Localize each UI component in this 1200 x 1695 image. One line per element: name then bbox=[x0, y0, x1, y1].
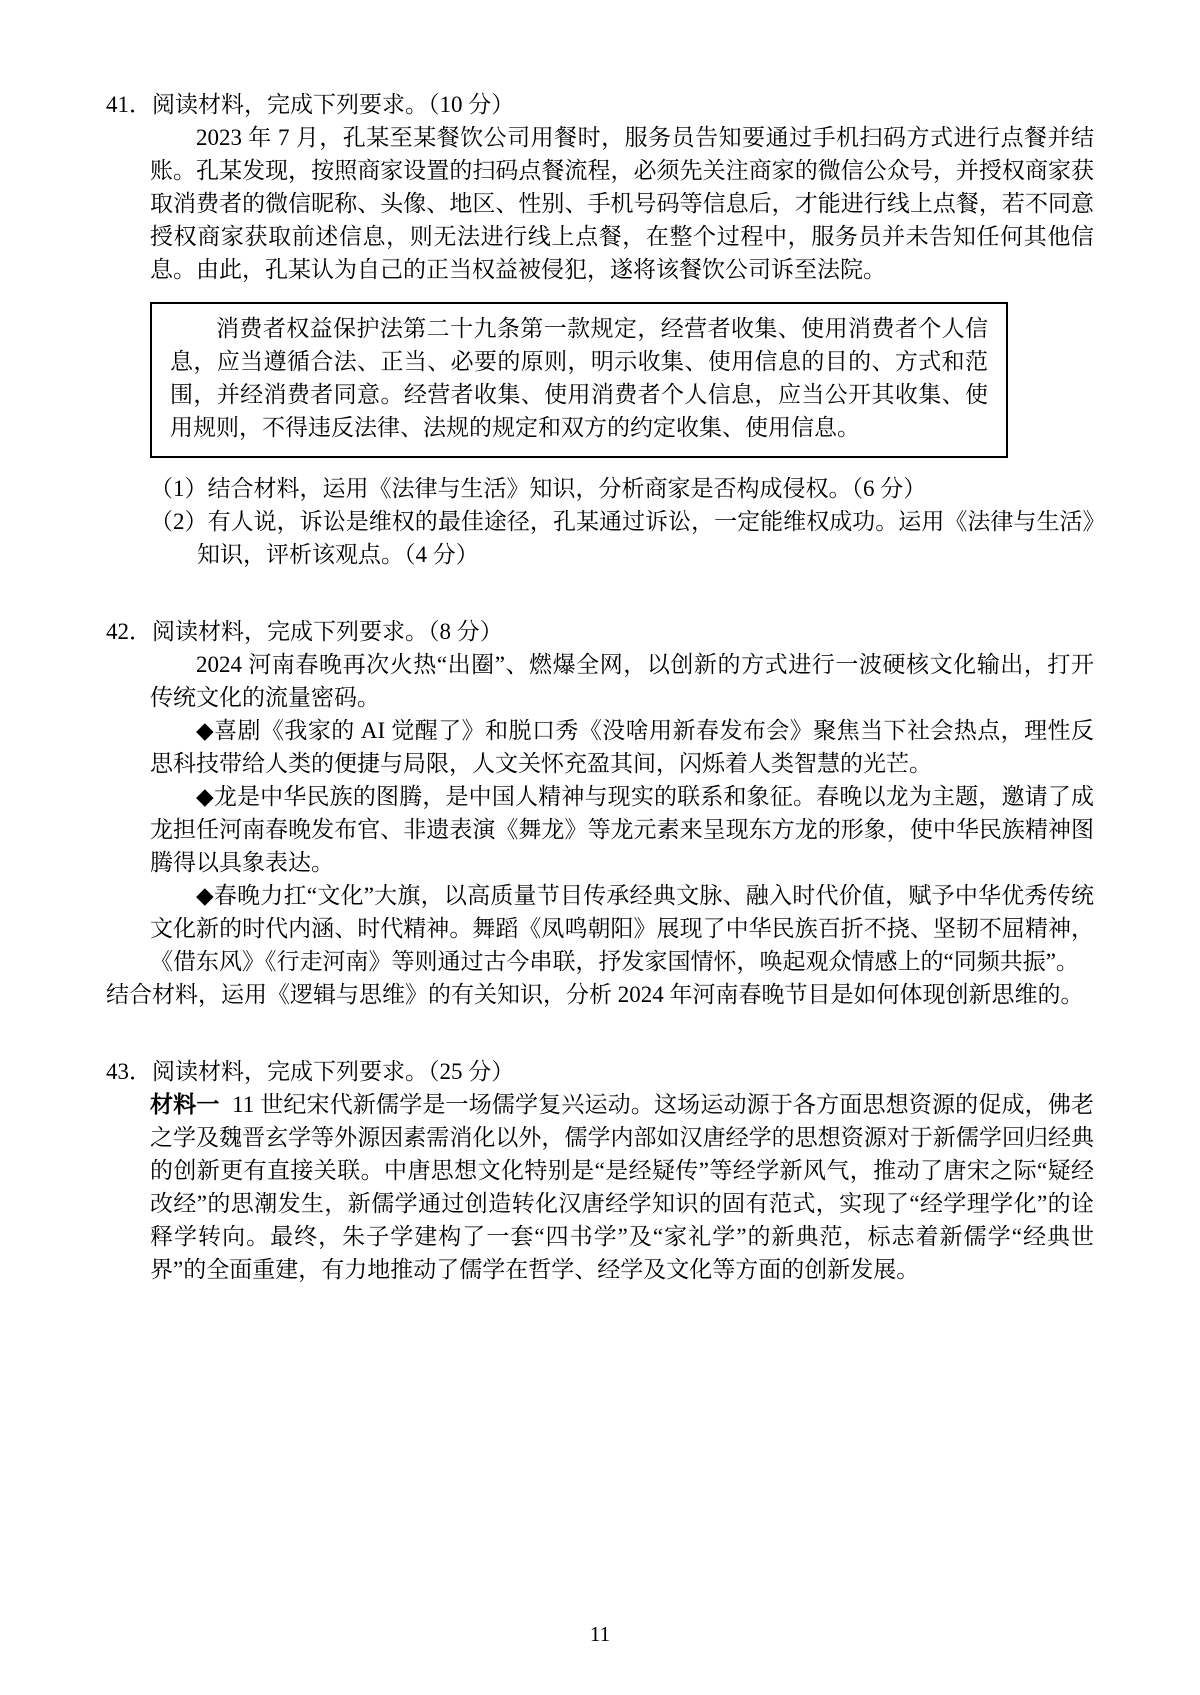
question-42-task: 结合材料，运用《逻辑与思维》的有关知识，分析 2024 年河南春晚节目是如何体现创新思维的。 bbox=[106, 982, 1084, 1007]
material-one-text: 11 世纪宋代新儒学是一场儒学复兴运动。这场运动源于各方面思想资源的促成，佛老之学及魏晋玄学等外源因素需消化以外，儒学内部如汉唐经学的思想资源对于新儒学回归经典的创新更有直接关联。中唐思想文化特别是“是经疑传”等经学新风气，推动了唐宋之际“疑经改经”的思潮发生，新儒学通过创造转化汉唐经学知识的固有范式，实现了“经学理学化”的诠释学转向。最终，朱子学建构了一套“四书学”及“家礼学”的新典范，标志着新儒学“经典世界”的全面重建，有力地推动了儒学在哲学、经学及文化等方面的创新发展。 bbox=[150, 1092, 1094, 1282]
question-43-body bbox=[150, 1088, 1094, 1286]
question-41-material-paragraph: 2023 年 7 月，孔某至某餐饮公司用餐时，服务员告知要通过手机扫码方式进行点餐并结账。孔某发现，按照商家设置的扫码点餐流程，必须先关注商家的微信公众号，并授权商家获取消费者的微信昵称、头像、地区、性别、手机号码等信息后，才能进行线上点餐，若不同意授权商家获取前述信息，则无法进行线上点餐，在整个过程中，服务员并未告知任何其他信息。由此，孔某认为自己的正当权益被侵犯，遂将该餐饮公司诉至法院。 bbox=[150, 125, 1094, 282]
question-42-intro-paragraph: 2024 河南春晚再次火热“出圈”、燃爆全网，以创新的方式进行一波硬核文化输出，打开传统文化的流量密码。 bbox=[150, 652, 1094, 710]
question-42-bullet-3: ◆春晚力扛“文化”大旗，以高质量节目传承经典文脉、融入时代价值，赋予中华优秀传统文化新的时代内涵、时代精神。舞蹈《凤鸣朝阳》展现了中华民族百折不挠、坚韧不屈精神，《借东风》《行走河南》等则通过古今串联，抒发家国情怀，唤起观众情感上的“同频共振”。 bbox=[150, 883, 1094, 974]
question-41 bbox=[106, 88, 1094, 571]
question-42 bbox=[106, 615, 1094, 1011]
question-42-title: 42．阅读材料，完成下列要求。（8 分） bbox=[106, 619, 503, 644]
question-42-body bbox=[150, 648, 1094, 978]
question-41-body bbox=[150, 121, 1094, 571]
question-42-bullet-1: ◆喜剧《我家的 AI 觉醒了》和脱口秀《没啥用新春发布会》聚焦当下社会热点，理性反思科技带给人类的便捷与局限，人文关怀充盈其间，闪烁着人类智慧的光芒。 bbox=[150, 718, 1094, 776]
question-41-subquestion-1: （1）结合材料，运用《法律与生活》知识，分析商家是否构成侵权。（6 分） bbox=[150, 476, 927, 501]
question-41-title: 41．阅读材料，完成下列要求。（10 分） bbox=[106, 92, 515, 117]
page-number: 11 bbox=[589, 1622, 611, 1646]
question-42-bullet-2: ◆龙是中华民族的图腾，是中国人精神与现实的联系和象征。春晚以龙为主题，邀请了成龙担任河南春晚发布官、非遗表演《舞龙》等龙元素来呈现东方龙的形象，使中华民族精神图腾得以具象表达。 bbox=[150, 784, 1094, 875]
question-41-subquestion-2: （2）有人说，诉讼是维权的最佳途径，孔某通过诉讼，一定能维权成功。运用《法律与生活》知识，评析该观点。（4 分） bbox=[150, 509, 1094, 567]
law-quote-text: 消费者权益保护法第二十九条第一款规定，经营者收集、使用消费者个人信息，应当遵循合法、正当、必要的原则，明示收集、使用信息的目的、方式和范围，并经消费者同意。经营者收集、使用消费者个人信息，应当公开其收集、使用规则，不得违反法律、法规的规定和双方的约定收集、使用信息。 bbox=[170, 316, 988, 440]
question-43 bbox=[106, 1055, 1094, 1286]
question-43-material-one-paragraph bbox=[150, 1088, 1094, 1286]
question-43-title: 43．阅读材料，完成下列要求。（25 分） bbox=[106, 1059, 515, 1084]
material-one-label: 材料一 bbox=[150, 1092, 220, 1117]
law-quote-box bbox=[150, 302, 1008, 458]
